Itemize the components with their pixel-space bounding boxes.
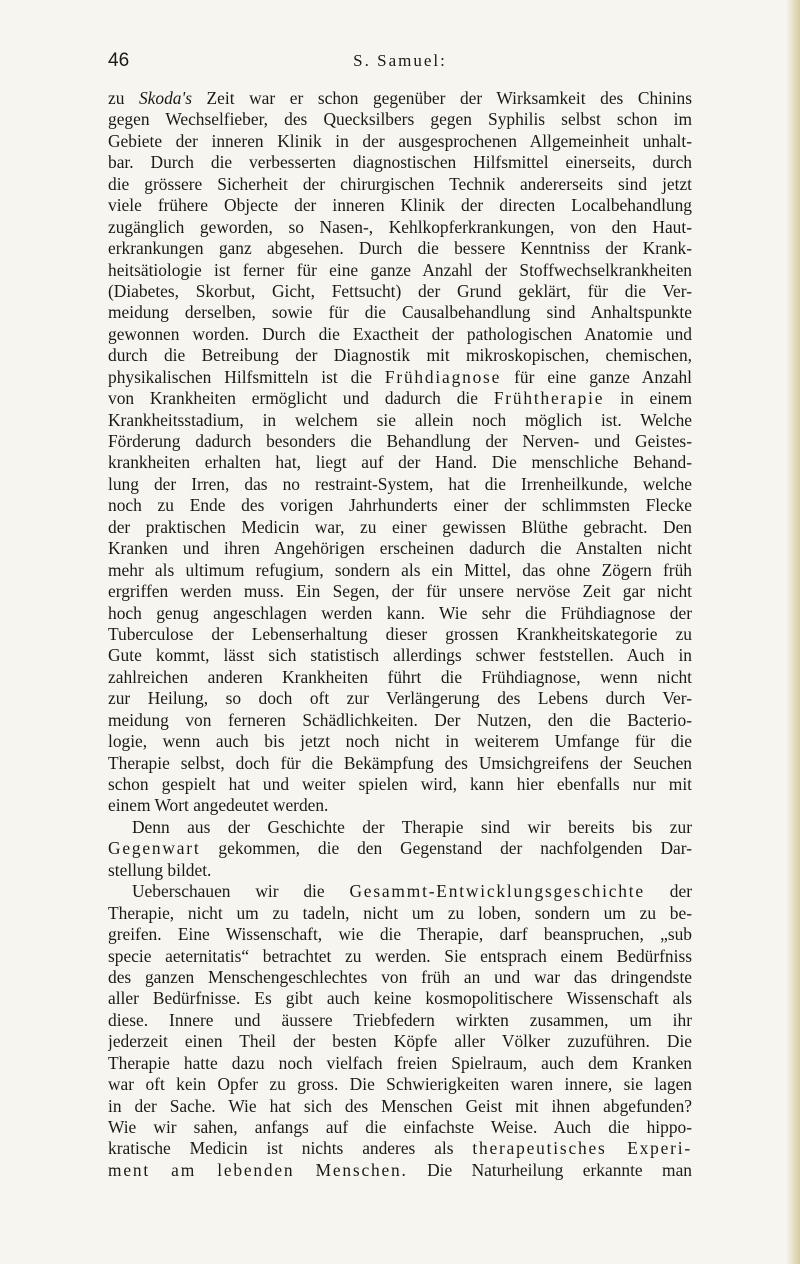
text-run: hoch genug angeschlagen werden kann. Wie sehr die Frühdiagnose der bbox=[108, 602, 692, 623]
text-run: Tuberculose der Lebenserhaltung dieser grossen Krankheitskategorie zu bbox=[108, 623, 692, 644]
text-line bbox=[108, 367, 692, 388]
text-line bbox=[108, 517, 692, 538]
text-line bbox=[108, 988, 692, 1009]
text-line bbox=[108, 603, 692, 624]
text-run: zahlreichen anderen Krankheiten führt die Frühdiagnose, wenn nicht bbox=[108, 666, 692, 687]
text-run: schon gespielt hat und weiter spielen wird, kann hier ebenfalls nur mit bbox=[108, 774, 692, 794]
text-run: lung der Irren, das no restraint-System, hat die Irrenheilkunde, welche bbox=[108, 473, 692, 494]
text-run: ergriffen werden muss. Ein Segen, der für unsere nervöse Zeit gar nicht bbox=[108, 581, 692, 602]
text-run: zugänglich geworden, so Nasen-, Kehlkopferkrankungen, von den Haut- bbox=[108, 216, 692, 237]
text-run: Denn aus der Geschichte der Therapie sind wir bereits bis zur bbox=[132, 816, 692, 837]
text-run: meidung von ferneren Schädlichkeiten. Der Nutzen, den die Bacterio- bbox=[108, 709, 692, 730]
text-line bbox=[108, 946, 692, 967]
text-line bbox=[108, 1010, 692, 1031]
text-run: specie aeternitatis“ betrachtet zu werden. Sie entsprach einem Bedürfniss bbox=[108, 945, 692, 966]
text-line bbox=[108, 131, 692, 152]
text-line bbox=[108, 302, 692, 323]
text-run: war oft kein Opfer zu gross. Die Schwierigkeiten waren innere, sie lagen bbox=[108, 1074, 692, 1095]
text-line bbox=[108, 667, 692, 688]
text-run: Kranken und ihren Angehörigen erscheinen dadurch die Anstalten nicht bbox=[108, 538, 692, 559]
text-run: aller Bedürfnisse. Es gibt auch keine kosmopolitischere Wissenschaft als bbox=[108, 988, 692, 1009]
text-run: (Diabetes, Skorbut, Gicht, Fettsucht) der Grund geklärt, für die Ver- bbox=[108, 280, 692, 301]
text-line bbox=[108, 774, 692, 795]
text-run: gewonnen worden. Durch die Exactheit der pathologischen Anatomie und bbox=[108, 323, 692, 344]
text-run: Ueberschauen wir die bbox=[132, 881, 350, 902]
text-line bbox=[108, 838, 692, 859]
text-run: der bbox=[644, 881, 692, 902]
text-line bbox=[108, 967, 692, 988]
text-run: Gebiete der inneren Klinik in der ausgesprochenen Allgemeinheit unhalt- bbox=[108, 130, 692, 151]
text-run: stellung bildet. bbox=[108, 859, 212, 880]
text-line bbox=[108, 474, 692, 495]
text-run: erkrankungen ganz abgesehen. Durch die bessere Kenntniss der Krank- bbox=[108, 238, 692, 259]
text-line bbox=[108, 817, 692, 838]
text-line bbox=[108, 217, 692, 238]
page-number: 46 bbox=[108, 50, 130, 71]
text-run: bar. Durch die verbesserten diagnostischen Hilfsmittel einerseits, durch bbox=[108, 152, 692, 173]
text-line bbox=[108, 624, 692, 645]
text-line bbox=[108, 924, 692, 945]
text-run: jederzeit einen Theil der besten Köpfe aller Völker zuzuführen. Die bbox=[108, 1031, 692, 1052]
text-line bbox=[108, 903, 692, 924]
text-run: greifen. Eine Wissenschaft, wie die Therapie, darf beanspruchen, „sub bbox=[108, 924, 692, 945]
text-run: diese. Innere und äussere Triebfedern wirkten zusammen, um ihr bbox=[108, 1009, 692, 1030]
text-line bbox=[108, 795, 692, 816]
text-line bbox=[108, 345, 692, 366]
spaced-emphasis: ment am lebenden Menschen. bbox=[108, 1159, 408, 1180]
text-run: gegen Wechselfieber, des Quecksilbers gegen Syphilis selbst schon im bbox=[108, 109, 692, 130]
text-run: gekommen, die den Gegenstand der nachfolgenden Dar- bbox=[200, 838, 692, 859]
text-run: meidung derselben, sowie für die Causalbehandlung sind Anhaltspunkte bbox=[108, 302, 692, 323]
text-run: Wie wir sahen, anfangs auf die einfachste Weise. Auch die hippo- bbox=[108, 1117, 692, 1137]
text-run: Therapie hatte dazu noch vielfach freien Spielraum, auch dem Kranken bbox=[108, 1052, 692, 1073]
text-run: Die Naturheilung erkannte man bbox=[407, 1159, 692, 1180]
text-run: viele frühere Objecte der inneren Klinik der directen Localbehandlung bbox=[108, 195, 692, 216]
text-run: der praktischen Medicin war, zu einer gewissen Blüthe gebracht. Den bbox=[108, 516, 692, 537]
page-header bbox=[108, 50, 692, 76]
text-line bbox=[108, 581, 692, 602]
text-run: Therapie selbst, doch für die Bekämpfung des Umsichgreifens der Seuchen bbox=[108, 752, 692, 773]
text-run: krankheiten erhalten hat, liegt auf der Hand. Die menschliche Behand- bbox=[108, 452, 692, 473]
text-line bbox=[108, 1053, 692, 1074]
text-run: logie, wenn auch bis jetzt noch nicht in weiterem Umfange für die bbox=[108, 731, 692, 752]
text-run: kratische Medicin ist nichts anderes als bbox=[108, 1138, 473, 1159]
spaced-emphasis: Gegenwart bbox=[108, 838, 201, 859]
text-line bbox=[108, 710, 692, 731]
text-run: noch zu Ende des vorigen Jahrhunderts einer der schlimmsten Flecke bbox=[108, 495, 692, 516]
spaced-emphasis: Gesammt-Entwicklungsgeschichte bbox=[349, 881, 645, 902]
text-run: die grössere Sicherheit der chirurgischen Technik andererseits sind jetzt bbox=[108, 173, 692, 194]
text-run: Förderung dadurch besonders die Behandlung der Nerven- und Geistes- bbox=[108, 431, 692, 451]
text-line bbox=[108, 260, 692, 281]
text-run: heitsätiologie ist ferner für eine ganze Anzahl der Stoffwechselkrankheiten bbox=[108, 259, 692, 280]
text-line bbox=[108, 88, 692, 109]
page-edge bbox=[786, 0, 800, 1264]
text-run: in der Sache. Wie hat sich des Menschen Geist mit ihnen abgefunden? bbox=[108, 1095, 692, 1116]
text-line bbox=[108, 1031, 692, 1052]
text-run: mehr als ultimum refugium, sondern als ein Mittel, das ohne Zögern früh bbox=[108, 559, 692, 580]
text-line bbox=[108, 152, 692, 173]
text-run: physikalischen Hilfsmitteln ist die bbox=[108, 366, 385, 387]
text-line bbox=[108, 388, 692, 409]
text-run: des ganzen Menschengeschlechtes von früh an und war das dringendste bbox=[108, 966, 692, 987]
text-run: von Krankheiten ermöglicht und dadurch die bbox=[108, 388, 494, 409]
text-run: Gute kommt, lässt sich statistisch allerdings schwer feststellen. Auch in bbox=[108, 645, 692, 666]
text-line bbox=[108, 645, 692, 666]
spaced-emphasis: Frühtherapie bbox=[493, 388, 605, 409]
text-line bbox=[108, 195, 692, 216]
text-line bbox=[108, 860, 692, 881]
text-line bbox=[108, 1074, 692, 1095]
text-line bbox=[108, 538, 692, 559]
text-line bbox=[108, 174, 692, 195]
running-head: S. Samuel: bbox=[353, 51, 447, 70]
text-line bbox=[108, 109, 692, 130]
text-line bbox=[108, 1138, 692, 1159]
text-run: in einem bbox=[604, 388, 692, 409]
text-run: einem Wort angedeutet werden. bbox=[108, 795, 329, 816]
spaced-emphasis: Frühdiagnose bbox=[384, 366, 502, 387]
text-run: zu bbox=[108, 88, 139, 108]
text-run: zur Heilung, so doch oft zur Verlängerung des Lebens durch Ver- bbox=[108, 688, 692, 709]
text-line bbox=[108, 495, 692, 516]
text-run: Krankheitsstadium, in welchem sie allein noch möglich ist. Welche bbox=[108, 409, 692, 430]
text-run: durch die Betreibung der Diagnostik mit mikroskopischen, chemischen, bbox=[108, 345, 692, 366]
text-line bbox=[108, 238, 692, 259]
text-line bbox=[108, 1096, 692, 1117]
italic-text: Skoda's bbox=[138, 88, 192, 108]
text-line bbox=[108, 1117, 692, 1138]
text-line bbox=[108, 731, 692, 752]
text-line bbox=[108, 560, 692, 581]
text-line bbox=[108, 688, 692, 709]
text-run: für eine ganze Anzahl bbox=[501, 366, 692, 387]
spaced-emphasis: therapeutisches Experi- bbox=[472, 1138, 692, 1159]
text-line bbox=[108, 753, 692, 774]
text-run: Zeit war er schon gegenüber der Wirksamkeit des Chinins bbox=[191, 88, 692, 108]
text-line bbox=[108, 431, 692, 452]
text-line bbox=[108, 1160, 692, 1181]
text-line bbox=[108, 410, 692, 431]
text-line bbox=[108, 452, 692, 473]
text-line bbox=[108, 881, 692, 902]
text-run: Therapie, nicht um zu tadeln, nicht um zu loben, sondern um zu be- bbox=[108, 902, 692, 923]
body-text bbox=[108, 88, 692, 1181]
text-line bbox=[108, 324, 692, 345]
text-line bbox=[108, 281, 692, 302]
